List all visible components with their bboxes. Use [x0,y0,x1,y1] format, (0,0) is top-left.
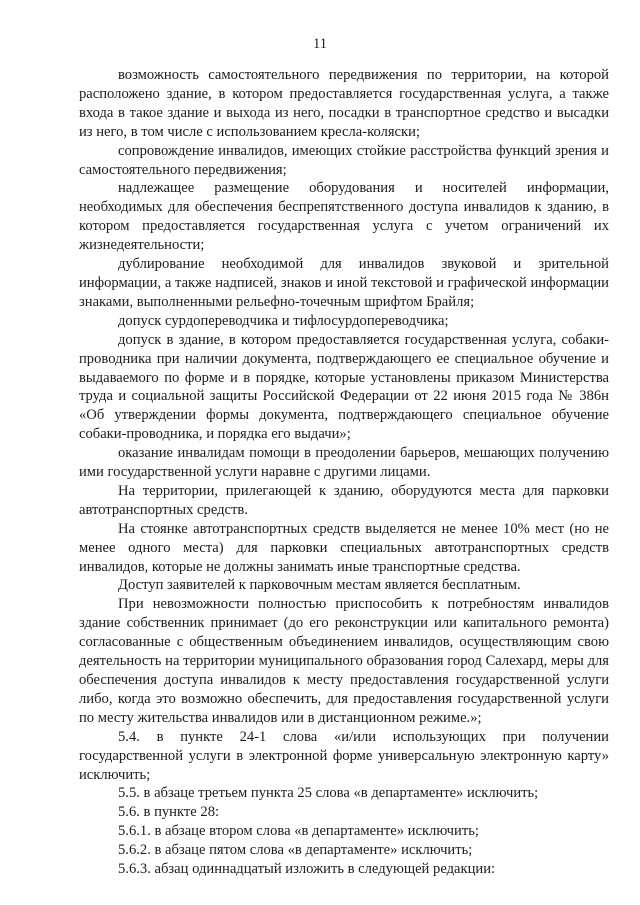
list-item: 5.6.2. в абзаце пятом слова «в департаменте» исключить; [118,842,473,859]
paragraph: допуск в здание, в котором предоставляется государственная услуга, собаки-проводника при наличии документа, подтверждающего ее специальное обучение и выдаваемого по форме и в порядке, которые установлены приказом Министерства труда и социальной защиты Российской Федерации от 22 июня 2015 года № 386н «Об утверждении формы документа, подтверждающего специальное обучение собаки-проводника, и порядка его выдачи»; [79,331,609,443]
paragraph: надлежащее размещение оборудования и носителей информации, необходимых для обеспечения беспрепятственного доступа инвалидов к зданию, в котором предоставляется государственная услуга с учетом ограничений их жизнедеятельности; [79,180,609,254]
paragraph: 5.4. в пункте 24-1 слова «и/или использующих при получении государственной услуги в электронной форме универсальную электронную карту» исключить; [79,728,609,783]
page-number: 11 [313,36,327,52]
paragraph: оказание инвалидам помощи в преодолении барьеров, мешающих получению ими государственной услуги наравне с другими лицами. [79,445,609,481]
paragraph: На территории, прилегающей к зданию, оборудуются места для парковки автотранспортных средств. [79,482,609,518]
list-item: 5.6.1. в абзаце втором слова «в департаменте» исключить; [118,823,479,840]
paragraph: сопровождение инвалидов, имеющих стойкие расстройства функций зрения и самостоятельного передвижения; [79,142,609,178]
paragraph: На стоянке автотранспортных средств выделяется не менее 10% мест (но не менее одного места) для парковки специальных автотранспортных средств инвалидов, которые не должны занимать иные транспортные средства. [79,520,609,575]
list-item: 5.5. в абзаце третьем пункта 25 слова «в департаменте» исключить; [118,785,539,802]
list-item: 5.6. в пункте 28: [118,804,220,821]
paragraph: возможность самостоятельного передвижения по территории, на которой расположено здание, в котором предоставляется государственная услуга, а также входа в такое здание и выхода из него, посадки в транспортное средство и высадки из него, в том числе с использованием кресла-коляски; [79,67,609,140]
paragraph: допуск сурдопереводчика и тифлосурдопереводчика; [118,312,449,329]
paragraph: дублирование необходимой для инвалидов звуковой и зрительной информации, а также надписей, знаков и иной текстовой и графической информации знаками, выполненными рельефно-точечным шрифтом Брайля; [79,256,609,310]
paragraph: Доступ заявителей к парковочным местам является бесплатным. [118,577,521,594]
paragraph: При невозможности полностью приспособить к потребностям инвалидов здание собственник принимает (до его реконструкции или капитального ремонта) согласованные с общественным объединением инвалидов, осуществляющим свою деятельность на территории муниципального образования город Салехард, меры для обеспечения доступа инвалидов к месту предоставления государственной услуги либо, когда это возможно обеспечить, для предоставления государственной услуги по месту жительства инвалидов или в дистанционном режиме.»; [79,596,609,726]
list-item: 5.6.3. абзац одиннадцатый изложить в следующей редакции: [118,861,496,878]
document-body [79,66,609,879]
